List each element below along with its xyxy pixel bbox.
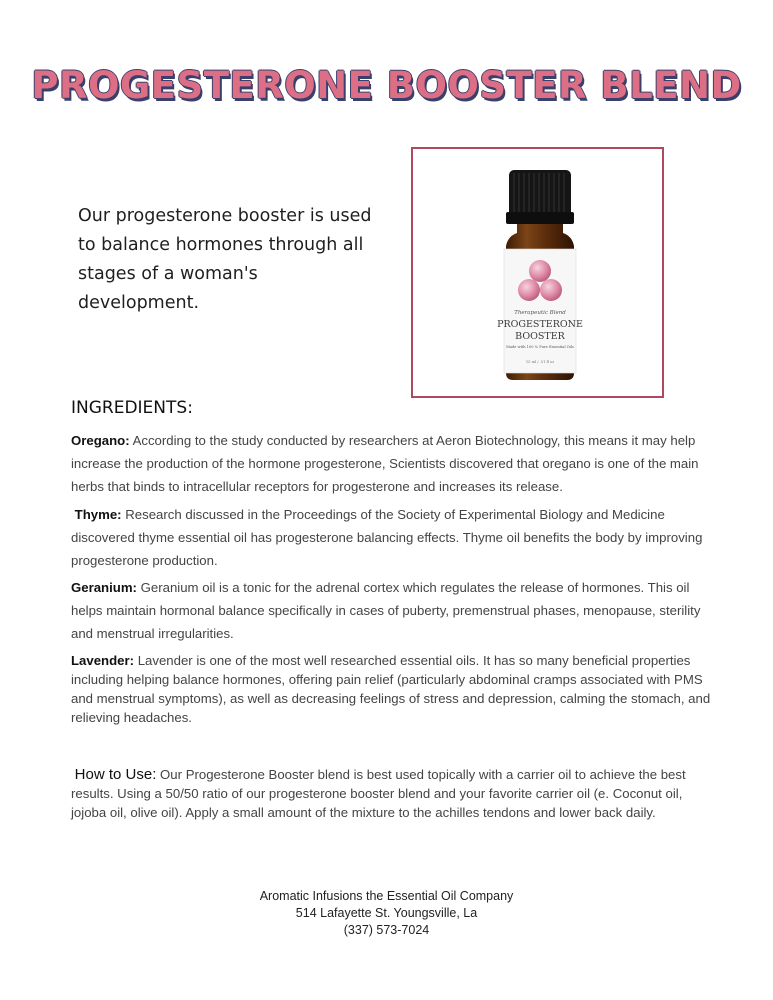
footer-address: 514 Lafayette St. Youngsville, La bbox=[295, 906, 478, 920]
ingredient-text: Research discussed in the Proceedings of the Society of Experimental Biology and Medicine discovered thyme essential oil has progesterone balancing effects. Thyme oil benefits the body by improving progesterone production. bbox=[71, 507, 703, 568]
product-photo-frame bbox=[411, 147, 664, 398]
ingredient-label: Oregano: bbox=[71, 433, 130, 448]
ingredient-thyme bbox=[71, 503, 711, 572]
label-tagline: Made with 100 % Pure Essential Oils bbox=[506, 345, 574, 349]
footer bbox=[0, 888, 773, 939]
how-to-use bbox=[71, 765, 711, 822]
label-volume: 15 ml / .51 fl oz bbox=[525, 360, 555, 364]
how-to-use-text: Our Progesterone Booster blend is best used topically with a carrier oil to achieve the best results. Using a 50/50 ratio of our progesterone booster blend and your favorite carrier oil (e. Coconut oil, jojoba oil, olive oil). Apply a small amount of the mixture to the achilles tendons and lower back daily. bbox=[71, 767, 686, 820]
ingredient-label: Thyme: bbox=[74, 507, 122, 522]
ingredient-lavender bbox=[71, 651, 711, 727]
ingredient-geranium bbox=[71, 576, 711, 645]
how-to-use-label: How to Use: bbox=[74, 766, 157, 783]
intro-text: Our progesterone booster is used to balance hormones through all stages of a woman's development. bbox=[78, 206, 372, 313]
ingredient-text: Lavender is one of the most well researched essential oils. It has so many beneficial properties including helping balance hormones, offering pain relief (particularly abdominal cramps associated with PMS and menstrual symptoms), as well as decreasing feelings of stress and depression, calming the stomach, and relieving headaches. bbox=[71, 653, 711, 725]
ingredient-text: According to the study conducted by researchers at Aeron Biotechnology, this means it may help increase the production of the hormone progesterone, Scientists discovered that oregano is one of the main herbs that binds to intracellular receptors for progesterone and increases its release. bbox=[71, 433, 699, 494]
ingredient-oregano bbox=[71, 429, 711, 498]
page-title: PROGESTERONE BOOSTER BLEND bbox=[31, 64, 742, 107]
ingredient-text: Geranium oil is a tonic for the adrenal cortex which regulates the release of hormones. This oil helps maintain hormonal balance specifically in cases of puberty, premenstrual phases, menopause, sterility and menstrual irregularities. bbox=[71, 580, 701, 641]
ingredient-label: Geranium: bbox=[71, 580, 137, 595]
ingredient-label: Lavender: bbox=[71, 653, 135, 668]
label-subtitle: Therapeutic Blend bbox=[514, 310, 566, 316]
footer-phone: (337) 573-7024 bbox=[343, 923, 430, 937]
label-name-line1: PROGESTERONE bbox=[497, 319, 583, 330]
footer-company: Aromatic Infusions the Essential Oil Company bbox=[259, 889, 514, 903]
product-bottle-image bbox=[413, 149, 662, 396]
ingredients-heading: INGREDIENTS: bbox=[71, 398, 193, 418]
label-name-line2: BOOSTER bbox=[515, 331, 565, 342]
bottle-cap bbox=[509, 170, 571, 218]
